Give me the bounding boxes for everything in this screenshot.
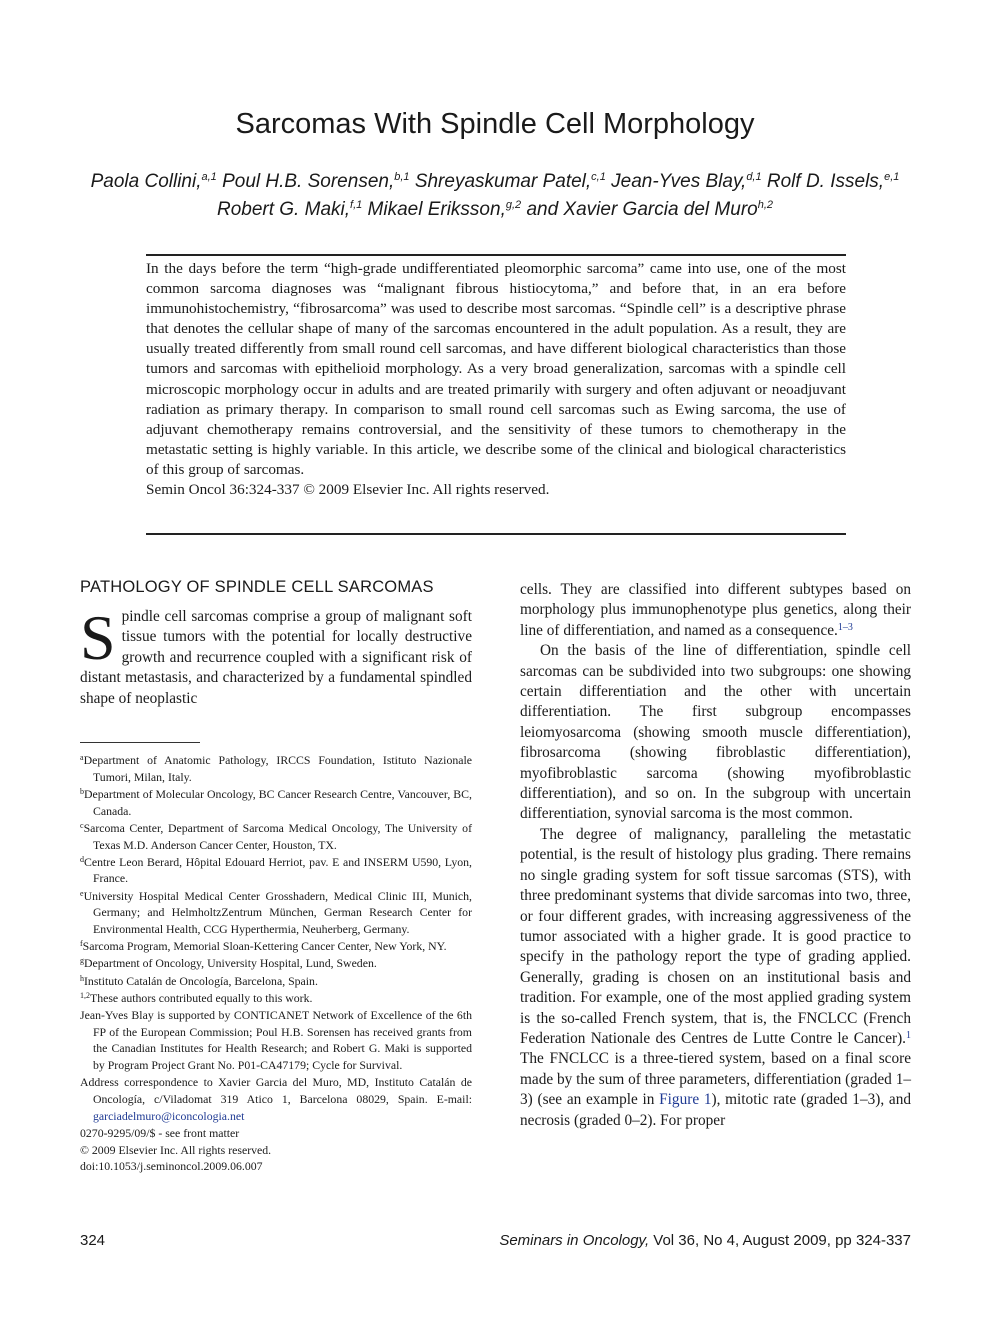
footnote: [80, 820, 472, 853]
footnote: [80, 938, 472, 955]
author-affiliation: c,1: [591, 171, 606, 183]
author-affiliation: g,2: [505, 199, 522, 211]
author-list: [60, 168, 930, 224]
footnote: [80, 786, 472, 819]
footnote-text: University Hospital Medical Center Grosshadern, Medical Clinic III, Munich, Germany; and HelmholtzZentrum München, German Research Center for Environmental Health, CCG Hyperthermia, Neuherberg, Germany.: [83, 888, 472, 937]
abstract-top-rule: [146, 254, 846, 256]
figure-link[interactable]: Figure 1: [659, 1091, 712, 1109]
article-title: Sarcomas With Spindle Cell Morphology: [235, 108, 755, 140]
author-name: Shreyaskumar Patel,: [414, 171, 592, 192]
author-name: Poul H.B. Sorensen,: [222, 171, 395, 192]
author-name: Rolf D. Issels,: [766, 171, 885, 192]
footnote-mark: f: [80, 939, 83, 949]
footnote: [80, 752, 472, 785]
correspondence-text: Address correspondence to Xavier Garcia del Muro, MD, Instituto Catalán de Oncología, c/Viladomat 319 Atico 1, Barcelona 08029, Spain. E-mail:: [80, 1075, 472, 1107]
footnote: [80, 955, 472, 972]
author-name: Robert G. Maki,: [216, 199, 351, 220]
footnote-mark: e: [80, 888, 84, 898]
author-affiliation: b,1: [394, 171, 410, 183]
support-note: Jean-Yves Blay is supported by CONTICANET Network of Excellence of the 6th FP of the European Commission; Poul H.B. Sorensen has received grants from the Canadian Institutes for Health Research; and Robert G. Maki is supported by Program Project Grant No. P01-CA47179; Cycle for Survival.: [80, 1008, 472, 1073]
journal-footer: [499, 1232, 911, 1249]
author-name: Paola Collini,: [90, 171, 202, 192]
journal-issue: Vol 36, No 4, August 2009, pp 324-337: [649, 1232, 911, 1249]
footnote-text: Sarcoma Center, Department of Sarcoma Medical Oncology, The University of Texas M.D. Anderson Cancer Center, Houston, TX.: [83, 820, 472, 852]
footnote-mark: b: [80, 786, 84, 796]
abstract: [146, 259, 846, 500]
author-affiliation: d,1: [746, 171, 762, 183]
footnote: [80, 854, 472, 887]
issn-note: 0270-9295/09/$ - see front matter: [80, 1125, 240, 1140]
footnote-text: Department of Molecular Oncology, BC Cancer Research Centre, Vancouver, BC, Canada.: [84, 786, 472, 818]
abstract-bottom-rule: [146, 533, 846, 535]
body-paragraph-text: The degree of malignancy, paralleling the metastatic potential, is the result of histology plus grading. There remains no single grading system for soft tissue sarcomas (STS), with three predominant systems that divide sarcomas into two, three, or four different grades, with increasing aggressiveness of the tumor associated with a higher grade. It is good practice to specify in the pathology report the type of grading applied. Generally, grading is chosen on an institutional basis and tradition. For example, one of the most applied grading system is the so-called French system, that is, the FNCLCC (French Federation Nationale des Centres de Lutte Contre le Cancer).: [520, 825, 911, 1047]
author-affiliation: h,2: [757, 199, 774, 211]
footnote: [80, 990, 472, 1007]
footnote-text: Instituto Catalán de Oncología, Barcelona, Spain.: [84, 973, 318, 988]
footnote: [80, 973, 472, 990]
author-name: and Xavier Garcia del Muro: [526, 199, 758, 220]
footnotes: [80, 752, 472, 1175]
footnote-mark: g: [80, 956, 84, 966]
footnote-mark: c: [80, 820, 84, 830]
page-number: 324: [80, 1232, 106, 1249]
author-name: Jean-Yves Blay,: [611, 171, 747, 192]
correspondence-email-link[interactable]: garciadelmuro@iconcologia.net: [93, 1108, 245, 1123]
footnote-mark: 1,2: [80, 990, 90, 1000]
left-column-body: [80, 602, 472, 709]
footnote-text: Department of Anatomic Pathology, IRCCS Foundation, Istituto Nazionale Tumori, Milan, Italy.: [83, 753, 472, 784]
reference-link[interactable]: 1–3: [837, 621, 853, 633]
abstract-text: In the days before the term “high-grade undifferentiated pleomorphic sarcoma” came into use, one of the most common sarcoma diagnoses was “malignant fibrous histiocytoma,” and before that, in an era before immunohistochemistry, “fibrosarcoma” was used to describe most sarcomas. “Spindle cell” is a descriptive phrase that denotes the cellular shape of many of the sarcomas encountered in the adult population. As a result, they are usually treated differently from small round cell sarcomas, and have different biological characteristics than those tumors and sarcomas with epithelioid morphology. As a very broad generalization, sarcomas with a spindle cell microscopic morphology occur in adults and are treated primarily with surgery and often adjuvant or neoadjuvant radiation as primary therapy. In comparison to small round cell sarcomas such as Ewing sarcoma, the use of adjuvant chemotherapy remains controversial, and the sensitivity of these tumors to chemotherapy in the metastatic setting is highly variable. In this article, we describe some of the clinical and biological characteristics of this group of sarcomas.: [146, 260, 846, 478]
doi-note: doi:10.1053/j.seminoncol.2009.06.007: [80, 1159, 263, 1174]
drop-cap: S: [80, 602, 116, 673]
intro-paragraph: [80, 602, 472, 709]
journal-name: Seminars in Oncology,: [499, 1232, 650, 1249]
reference-link[interactable]: 1: [906, 1029, 911, 1041]
footnote-mark: a: [80, 753, 84, 762]
body-paragraph-text: cells. They are classified into different subtypes based on morphology plus immunophenotype plus genetics, along their line of differentiation, and named as a consequence.: [520, 581, 911, 639]
section-heading: PATHOLOGY OF SPINDLE CELL SARCOMAS: [80, 578, 434, 596]
footnote: [80, 888, 472, 938]
author-affiliation: e,1: [884, 171, 900, 183]
body-paragraph: [520, 825, 911, 1131]
body-paragraph: On the basis of the line of differentiation, spindle cell sarcomas can be subdivided into two subgroups: one showing certain differentiation and the other with uncertain differentiation. The first subgroup encompasses leiomyosarcoma (showing smooth muscle differentiation), fibrosarcoma (showing fibroblastic differentiation), myofibroblastic sarcoma (showing myofibroblastic differentiation), and so on. In the subgroup with uncertain differentiation, synovial sarcoma is the most common.: [520, 642, 911, 823]
copyright-note: © 2009 Elsevier Inc. All rights reserved.: [80, 1142, 272, 1157]
abstract-citation: Semin Oncol 36:324-337 © 2009 Elsevier Inc. All rights reserved.: [146, 481, 550, 499]
body-paragraph-text: The FNCLCC is a three-tiered system, based on a final score made by the sum of three parameters, differentiation (graded 1–3) (see an example in: [520, 1050, 911, 1109]
correspondence-note: [80, 1074, 472, 1124]
footnote-mark: d: [80, 854, 84, 864]
footnote-text: Centre Leon Berard, Hôpital Edouard Herriot, pav. E and INSERM U590, Lyon, France.: [84, 854, 472, 886]
footnote-text: These authors contributed equally to this work.: [90, 990, 313, 1005]
footnote-text: Department of Oncology, University Hospital, Lund, Sweden.: [84, 956, 377, 971]
right-column-body: [520, 580, 911, 1131]
author-affiliation: f,1: [350, 199, 363, 211]
author-affiliation: a,1: [201, 171, 217, 183]
body-paragraph: [520, 580, 911, 641]
footnote-rule: [80, 742, 200, 743]
body-paragraph-text: ), mitotic rate (graded 1–3), and necrosis (graded 0–2). For proper: [520, 1091, 911, 1129]
footnote-text: Sarcoma Program, Memorial Sloan-Kettering Cancer Center, New York, NY.: [82, 939, 447, 954]
intro-paragraph-text: pindle cell sarcomas comprise a group of malignant soft tissue tumors with the potential for locally destructive growth and recurrence coupled with a significant risk of distant metastasis, and characterized by a fundamental spindled shape of neoplastic: [80, 608, 472, 707]
author-name: Mikael Eriksson,: [367, 199, 506, 220]
footnote-mark: h: [80, 973, 84, 983]
